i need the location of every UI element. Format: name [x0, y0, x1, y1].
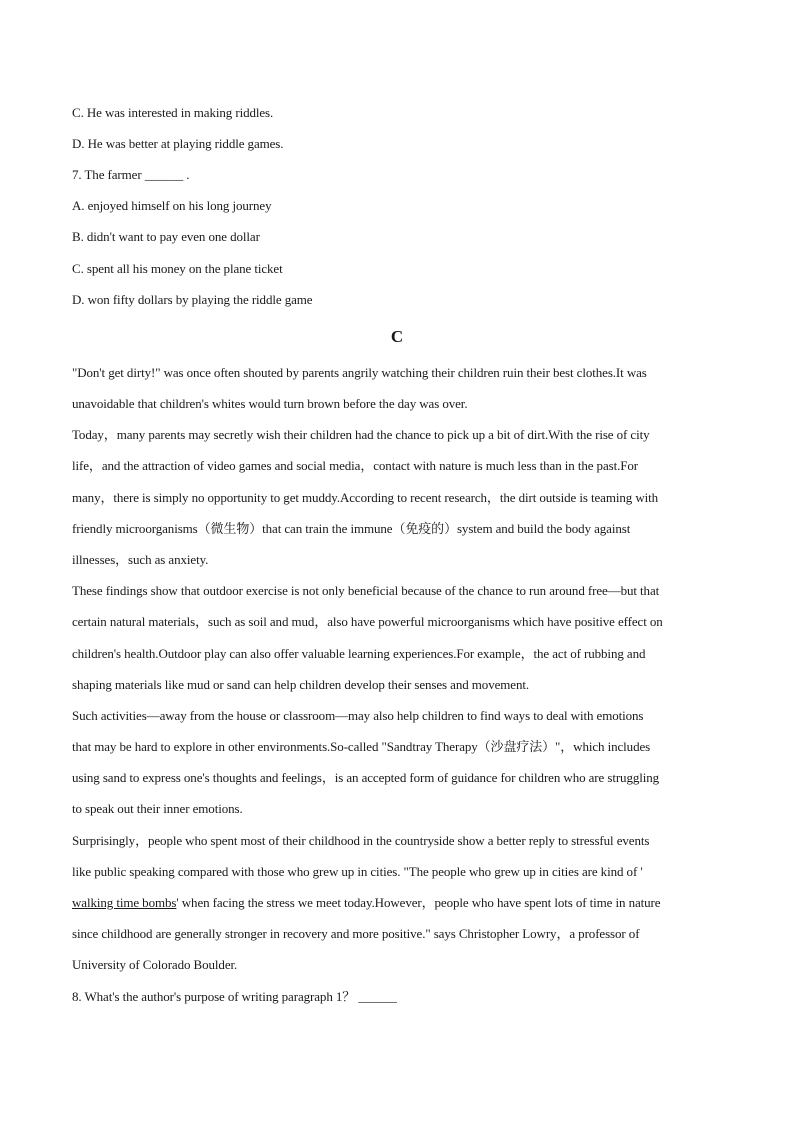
passage-line: that may be hard to explore in other environments.So-called "Sandtray Therapy（沙盘疗法）"，which includes — [72, 739, 651, 754]
q7-option-a: A. enjoyed himself on his long journey — [72, 198, 272, 213]
passage-line: using sand to express one's thoughts and feelings，is an accepted form of guidance for children who are struggling — [72, 770, 660, 785]
passage-line: "Don't get dirty!" was once often shouted by parents angrily watching their children ruin their best clothes.It was — [72, 365, 647, 380]
passage-line: many，there is simply no opportunity to get muddy.According to recent research，the dirt outside is teaming with — [72, 490, 659, 505]
passage-line: University of Colorado Boulder. — [72, 957, 238, 972]
q6-option-d: D. He was better at playing riddle games. — [72, 136, 284, 151]
underlined-phrase: walking time bombs — [72, 895, 177, 910]
q8-stem: 8. What's the author's purpose of writing paragraph 1？ ______ — [72, 989, 397, 1004]
passage-line: Surprisingly，people who spent most of their childhood in the countryside show a better reply to stressful events — [72, 833, 650, 848]
passage-line: certain natural materials，such as soil and mud，also have powerful microorganisms which have positive effect on — [72, 614, 663, 629]
q7-option-c: C. spent all his money on the plane ticket — [72, 261, 283, 276]
section-title: C — [390, 327, 404, 346]
passage-line: to speak out their inner emotions. — [72, 801, 243, 816]
q7-option-b: B. didn't want to pay even one dollar — [72, 229, 260, 244]
passage-line: friendly microorganisms（微生物）that can train the immune（免疫的）system and build the body against — [72, 521, 631, 536]
q6-option-c: C. He was interested in making riddles. — [72, 105, 274, 120]
passage-line: shaping materials like mud or sand can help children develop their senses and movement. — [72, 677, 530, 692]
passage-line: illnesses，such as anxiety. — [72, 552, 209, 567]
passage-line — [72, 895, 660, 911]
passage-line-continuation: ' when facing the stress we meet today.However，people who have spent lots of time in nature — [176, 895, 661, 910]
passage-line: life，and the attraction of video games and social media，contact with nature is much less than in the past.For — [72, 458, 638, 473]
q7-stem: 7. The farmer ______ . — [72, 167, 190, 182]
passage-line: like public speaking compared with those who grew up in cities. "The people who grew up in cities are kind of ' — [72, 864, 643, 879]
passage-line: Such activities—away from the house or classroom—may also help children to find ways to deal with emotions — [72, 708, 644, 723]
passage-line: since childhood are generally stronger in recovery and more positive." says Christopher Lowry，a professor of — [72, 926, 640, 941]
passage-line: Today，many parents may secretly wish their children had the chance to pick up a bit of dirt.With the rise of city — [72, 427, 650, 442]
passage-line: unavoidable that children's whites would turn brown before the day was over. — [72, 396, 468, 411]
passage-line: These findings show that outdoor exercise is not only beneficial because of the chance to run around free—but that — [72, 583, 660, 598]
q7-option-d: D. won fifty dollars by playing the riddle game — [72, 292, 313, 307]
passage-line: children's health.Outdoor play can also offer valuable learning experiences.For example，the act of rubbing and — [72, 646, 646, 661]
